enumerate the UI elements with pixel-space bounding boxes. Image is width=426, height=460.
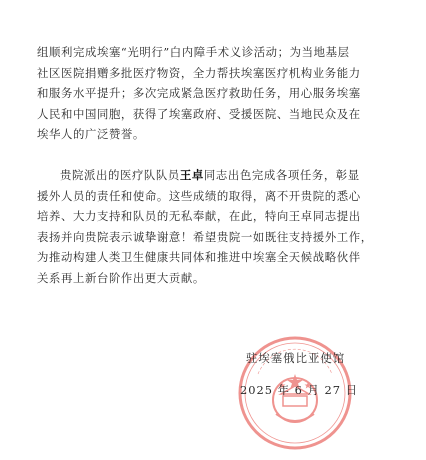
- signing-organization: 驻埃塞俄比亚使馆: [246, 351, 346, 365]
- paragraph-line: 埃华人的广泛赞誉。: [37, 127, 145, 141]
- line-suffix: 同志出色完成各项任务，彰显: [203, 168, 360, 182]
- line-prefix: 贵院派出的医疗队队员: [60, 168, 180, 182]
- paragraph-line: 社区医院捐赠多批医疗物资，全力帮扶埃塞医疗机构业务能力: [37, 65, 361, 80]
- honoree-name: 王卓: [179, 168, 204, 182]
- paragraph-line: 和服务水平提升；多次完成紧急医疗救助任务，用心服务埃塞: [37, 86, 361, 100]
- signature-block: [240, 350, 380, 398]
- paragraph-line: 组顺利完成埃塞“光明行”白内障手术义诊活动；为当地基层: [37, 45, 350, 59]
- body-paragraph-2: [37, 165, 391, 288]
- paragraph-line: 培养、大力支持和队员的无私奉献，在此，特向王卓同志提出: [37, 209, 361, 223]
- paragraph-line: 表扬并向贵院表示诚挚谢意！希望贵院一如既往支持援外工作，: [37, 229, 373, 244]
- paragraph-line: 为推动构建人类卫生健康共同体和推进中埃塞全天候战略伙伴: [37, 250, 361, 264]
- paragraph-line: 援外人员的责任和使命。这些成绩的取得，离不开贵院的悉心: [37, 188, 361, 203]
- paragraph-line: 关系再上新台阶作出更大贡献。: [37, 270, 205, 285]
- paragraph-line: 人民和中国同胞，获得了埃塞政府、受援医院、当地民众及在: [37, 106, 361, 121]
- body-paragraph-1: [37, 42, 391, 145]
- paragraph-first-line: [37, 165, 391, 186]
- signature-date: 2025 年 6 月 27 日: [240, 383, 359, 397]
